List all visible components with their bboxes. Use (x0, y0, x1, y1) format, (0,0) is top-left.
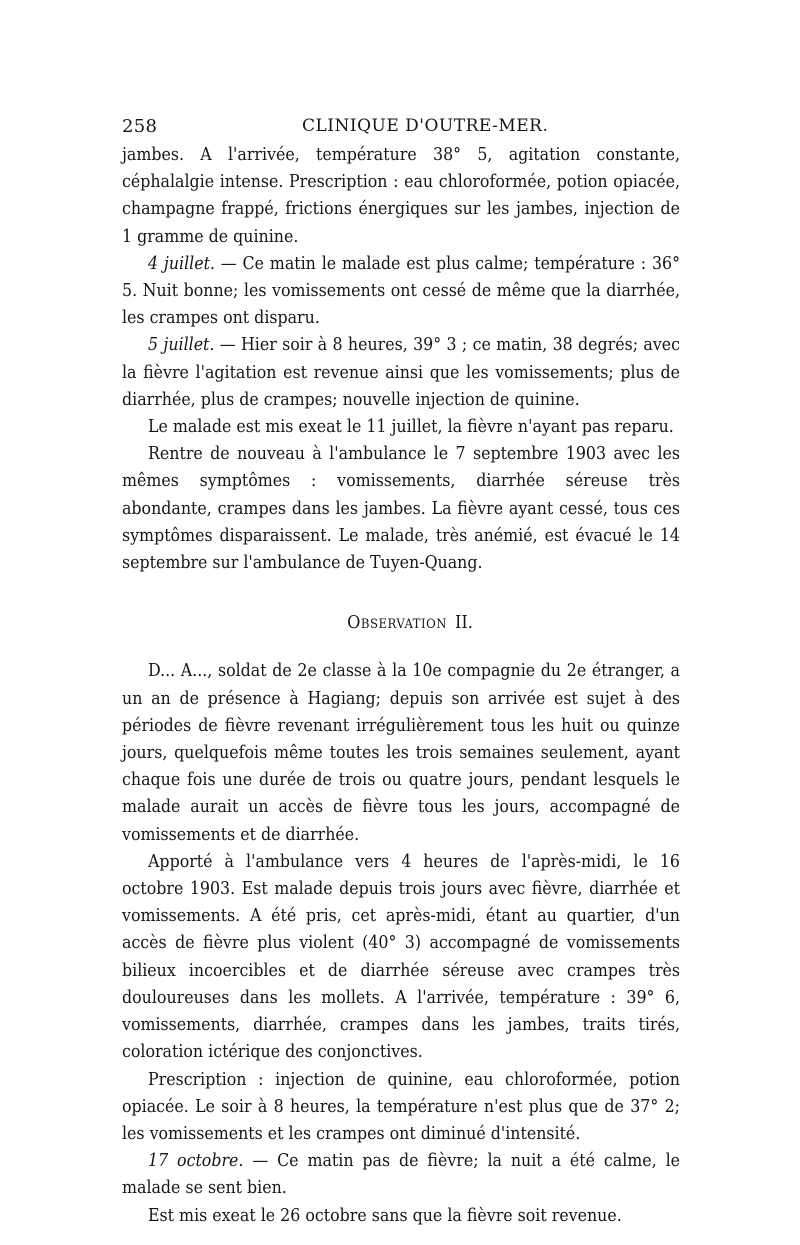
paragraph-text: Rentre de nouveau à l'ambulance le 7 septembre 1903 avec les mêmes symptômes : vomissements, diarrhée séreuse très abondante, crampes dans les jambes. La fièvre ayant cessé, tous ces symptômes disparaissent. Le malade, très anémié, est évacué le 14 septembre sur l'ambulance de Tuyen-Quang. (122, 444, 680, 574)
paragraph-text: Apporté à l'ambulance vers 4 heures de l'après-midi, le 16 octobre 1903. Est malade depuis trois jours avec fièvre, diarrhée et vomissements. A été pris, cet après-midi, étant au quartier, d'un accès de fièvre plus violent (40° 3) accompagné de vomissements bilieux incoercibles et de diarrhée séreuse avec crampes très douloureuses dans les mollets. A l'arrivée, température : 39° 6, vomissements, diarrhée, crampes dans les jambes, traits tirés, coloration ictérique des conjonctives. (122, 851, 680, 1063)
paragraph (122, 849, 680, 1067)
paragraph-date: 5 juillet. (148, 335, 215, 356)
page-number: 258 (122, 116, 158, 137)
paragraph-text: Le malade est mis exeat le 11 juillet, la fièvre n'ayant pas reparu. (148, 417, 674, 438)
paragraph-text: D... A..., soldat de 2e classe à la 10e compagnie du 2e étranger, a un an de présence à Hagiang; depuis son arrivée est sujet à des périodes de fièvre revenant irrégulièrement tous les huit ou quinze jours, quelquefois même toutes les trois semaines seulement, ayant chaque fois une durée de trois ou quatre jours, pendant lesquels le malade aurait un accès de fièvre tous les jours, accompagné de vomissements et de diarrhée. (122, 661, 680, 845)
paragraph (122, 1148, 680, 1202)
book-page (122, 112, 680, 1230)
paragraph-text: jambes. A l'arrivée, température 38° 5, agitation constante, céphalalgie intense. Prescription : eau chloroformée, potion opiacée, champagne frappé, frictions énergiques sur les jambes, injection de 1 gramme de quinine. (122, 145, 680, 247)
paragraph (122, 658, 680, 848)
paragraph (122, 1203, 680, 1230)
section-title (122, 609, 680, 636)
paragraph (122, 332, 680, 414)
paragraph (122, 1067, 680, 1149)
paragraph (122, 251, 680, 333)
body-text (122, 142, 680, 1230)
section-title-numeral: II. (454, 612, 473, 634)
running-title: CLINIQUE D'OUTRE-MER. (302, 116, 549, 136)
paragraph-date: 4 juillet. (148, 253, 215, 274)
paragraph-text: — Ce matin le malade est plus calme; température : 36° 5. Nuit bonne; les vomissements ont cessé de même que la diarrhée, les crampes ont disparu. (122, 253, 680, 329)
paragraph-date: 17 octobre. (148, 1151, 244, 1172)
paragraph-text: — Hier soir à 8 heures, 39° 3 ; ce matin, 38 degrés; avec la fièvre l'agitation est revenue ainsi que les vomissements; plus de diarrhée, plus de crampes; nouvelle injection de quinine. (122, 335, 681, 410)
paragraph-text: Prescription : injection de quinine, eau chloroformée, potion opiacée. Le soir à 8 heures, la température n'est plus que de 37° 2; les vomissements et les crampes ont diminué d'intensité. (122, 1069, 680, 1144)
paragraph (122, 441, 680, 577)
paragraph (122, 414, 680, 441)
paragraph-text: — Ce matin pas de fièvre; la nuit a été calme, le malade se sent bien. (122, 1151, 680, 1199)
section-title-label: Observation (347, 612, 447, 634)
running-head (122, 112, 680, 142)
paragraph (122, 142, 680, 251)
paragraph-text: Est mis exeat le 26 octobre sans que la fièvre soit revenue. (148, 1205, 622, 1226)
